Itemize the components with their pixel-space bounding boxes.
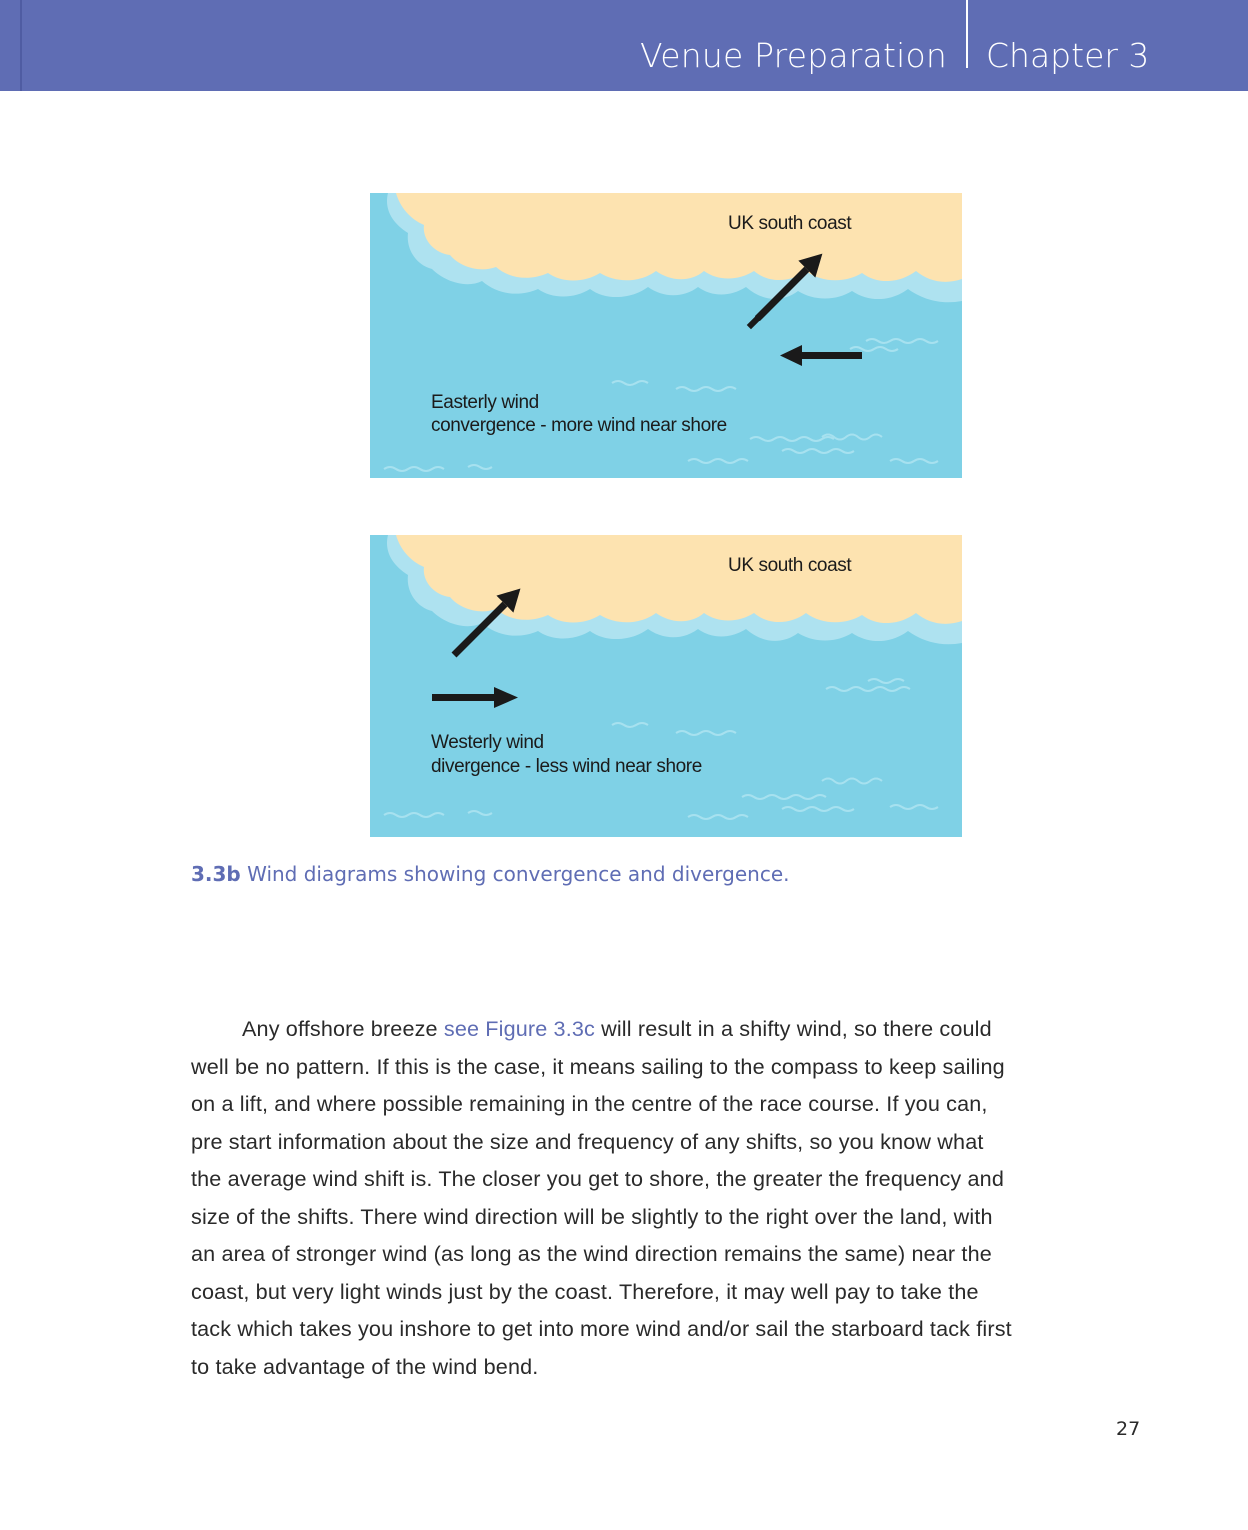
body-line: on a lift, and where possible remaining in the centre of the race course. If you can, [191,1091,988,1116]
body-line: coast, but very light winds just by the coast. Therefore, it may well pay to take the [191,1278,979,1304]
coast-label: UK south coast [728,555,852,576]
header-section-title: Venue Preparation [640,36,947,75]
wind-diagram-westerly [370,535,962,837]
figure-caption [191,862,1091,886]
body-line: tack which takes you inshore to get into more wind and/or sail the starboard tack first [191,1316,1012,1341]
wind-diagram-easterly [370,193,962,478]
wind-title: Westerly wind [431,732,544,753]
body-text-segment: will result in a shifty wind, so there could [594,1016,992,1041]
body-line: the average wind shift is. The closer you get to shore, the greater the frequency and [191,1166,1004,1191]
header-rule [20,0,22,91]
body-line: to take advantage of the wind bend. [191,1353,539,1379]
wind-note: divergence - less wind near shore [431,756,702,777]
body-text-segment: Any offshore breeze [242,1016,444,1041]
figure-caption-text: Wind diagrams showing convergence and divergence. [247,862,790,886]
coast-label: UK south coast [728,213,852,234]
body-line: pre start information about the size and frequency of any shifts, so you know what [191,1128,984,1154]
figure-reference-link[interactable]: see Figure 3.3c [443,1016,595,1041]
body-line: well be no pattern. If this is the case, it means sailing to the compass to keep sailing [191,1053,1005,1079]
wind-title: Easterly wind [431,392,539,413]
header-chapter-title: Chapter 3 [986,36,1150,75]
wind-note: convergence - more wind near shore [431,415,727,436]
body-line: an area of stronger wind (as long as the wind direction remains the same) near the [191,1241,992,1266]
sand-land [396,193,962,282]
sand-land [396,535,962,624]
body-line [191,1010,1146,1048]
header-divider [966,0,968,68]
figure-caption-number: 3.3b [191,862,241,886]
page-number: 27 [1116,1418,1141,1440]
body-line: size of the shifts. There wind direction will be slightly to the right over the land, with [191,1203,993,1229]
body-paragraph [191,1010,1146,1385]
